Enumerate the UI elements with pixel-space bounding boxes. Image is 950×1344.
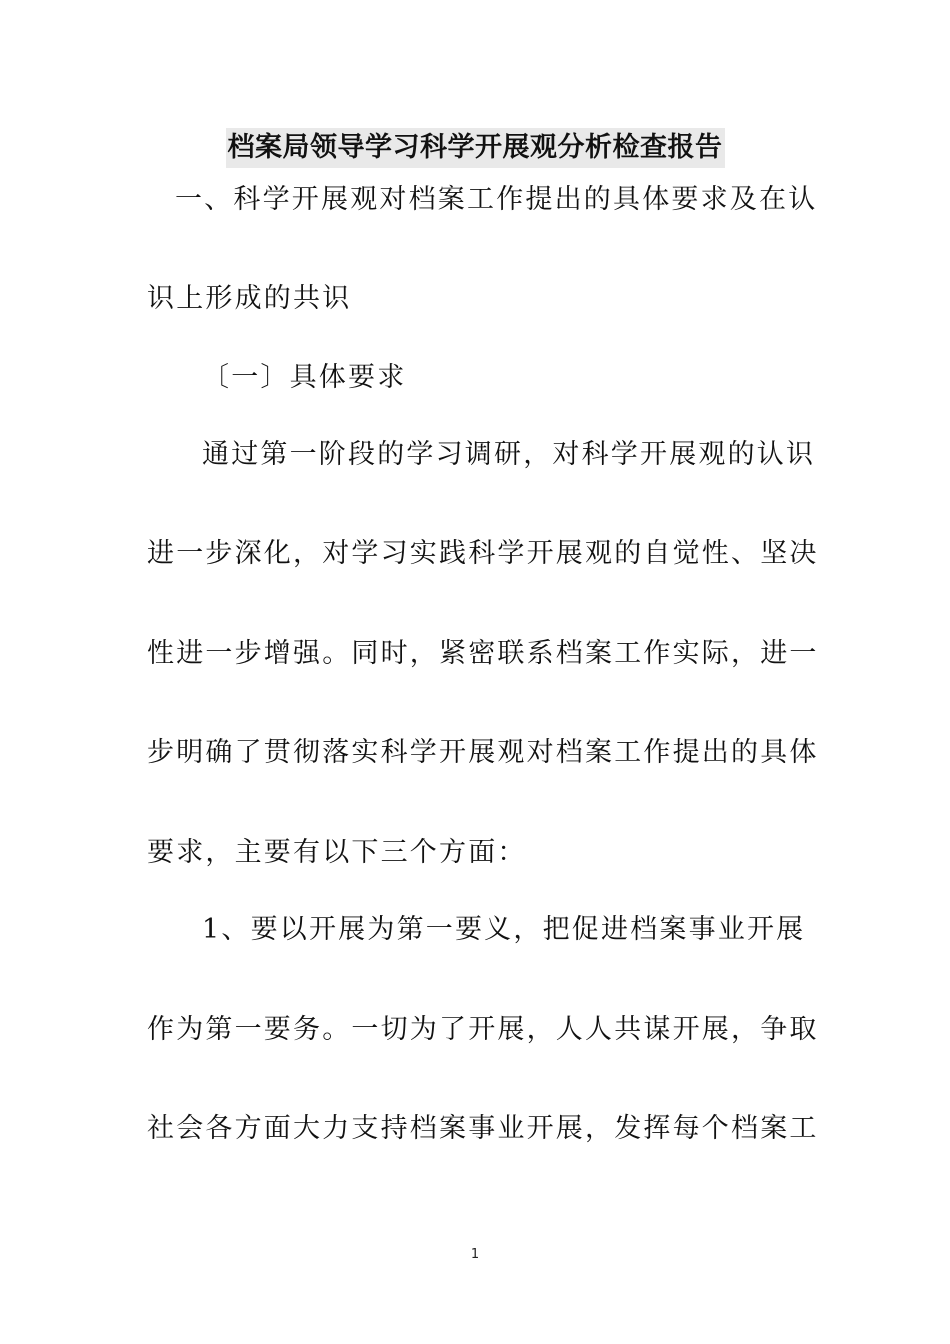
paragraph-line: 社会各方面大力支持档案事业开展，发挥每个档案工 <box>147 1113 819 1144</box>
subsection-heading: 〔一〕具体要求 <box>202 362 407 393</box>
paragraph-line: 1、要以开展为第一要义，把促进档案事业开展 <box>202 914 806 945</box>
page-number: 1 <box>470 1247 480 1262</box>
paragraph-line: 进一步深化，对学习实践科学开展观的自觉性、坚决 <box>147 538 819 569</box>
paragraph-line: 要求，主要有以下三个方面： <box>147 837 527 868</box>
paragraph-line: 作为第一要务。一切为了开展，人人共谋开展，争取 <box>147 1014 819 1045</box>
document-title-wrapper <box>0 128 950 168</box>
document-title: 档案局领导学习科学开展观分析检查报告 <box>226 128 725 168</box>
paragraph-line: 步明确了贯彻落实科学开展观对档案工作提出的具体 <box>147 737 819 768</box>
section-heading-line-2: 识上形成的共识 <box>147 283 352 314</box>
section-heading-line-1: 一、科学开展观对档案工作提出的具体要求及在认 <box>175 184 818 215</box>
paragraph-line: 通过第一阶段的学习调研，对科学开展观的认识 <box>202 439 816 470</box>
paragraph-line: 性进一步增强。同时，紧密联系档案工作实际，进一 <box>147 638 819 669</box>
